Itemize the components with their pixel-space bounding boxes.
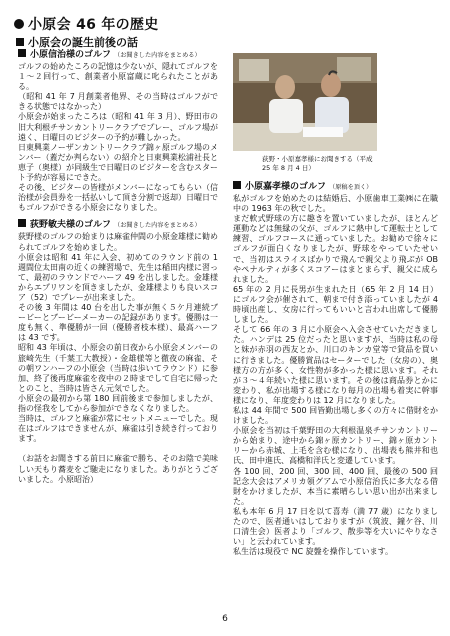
- paragraph: その後 3 年間は 40 台を出した事が無く５ケ月連続ブービーとブービーメーカーの記録があります。優勝は一度も無く、準優勝が一回（優勝者枝本様）、最高ハーフは 43 です。: [18, 303, 218, 343]
- page-title: 小原会 46 年の歴史: [14, 14, 159, 34]
- left-column: [18, 49, 218, 485]
- closing-note: （お話をお聞きする前日に麻雀で勝ち、そのお陰で美味しい天もり蕎麦をご馳走になりました。ありがとうございました。小原昭治）: [18, 454, 218, 484]
- interview-photo: [233, 53, 377, 151]
- page-number: 6: [222, 614, 228, 624]
- paragraph: そして 66 年の 3 月に小原会へ入会させていただきました。ハンデは 25 位だったと思いますが、当時は私の母と妹が赤羽の西友とか、川口のキンカ堂等で貸品を買いに行きました。優勝賞品はセーターでした（女房の）、奥様方の方が多く、女性物が多かった様に思います。それが３～４年続いた様に思います。その後は商品券とかに変わり、私が出場する様になり毎月の出場も着実に幹事様になり、年度変わりは 12 月になりました。: [233, 325, 438, 405]
- paragraph: 小原会の最初から第 180 回前後まで参加しましたが、指の怪我をしてから参加ができなくなりました。: [18, 393, 218, 413]
- bullet-dot-icon: [14, 19, 24, 29]
- paragraph: 昭和 43 年頃は、小原会の前日夜から小原会メンバーの旅崎先生（千葉工大教授）・金雄様等と徹夜の麻雀、その朝ワンハーフの小原会（当時は歩いてラウンド）に参加、終了後再度麻雀を夜中の２時までして自宅に帰ったとのこと、当時は皆さん元気でした。: [18, 343, 218, 393]
- section-heading: 小原嘉孝様のゴルフ （原稿を頂く）: [233, 181, 438, 194]
- page-subtitle: 小原会の誕生前後の話: [16, 34, 138, 50]
- paragraph: 当時は、ゴルフと麻雀が常にセットメニューでした。現在はゴルフはできませんが、麻雀は引き続き行っております。: [18, 414, 218, 444]
- paragraph: 小原会は昭和 41 年に入会、初めてのラウンド前の 1 週間位太田南の近くの練習場で、先生は稲田内様に習って、最初のラウンドでハーフ 49 を出しました。金雄様からエプリワンを頂きましたが、金雄様よりも良いスコア（52）でプレーが出来ました。: [18, 252, 218, 302]
- square-bullet-icon: [18, 219, 26, 227]
- section-obara-shinji: [18, 49, 218, 213]
- square-bullet-icon: [233, 181, 241, 189]
- paragraph: 私も本年 6 月 17 日を以て喜寿（満 77 歳）になりましたので、医者通いはしておりますが（筑波、鐘ケ谷、川口清生会）医者より「ゴルフ、散歩等を大いにやりなさい」と云われています。: [233, 506, 438, 547]
- paragraph: ゴルフの始めたころの記憶は少ないが、隠れてゴルフを１～２回行って、創業者小原富蔵に叱られたことがある。: [18, 62, 218, 92]
- paragraph: （昭和 41 年 7 月創業者他界、その当時はゴルフができる状態ではなかった）: [18, 92, 218, 112]
- section-obara-yoshitaka: [233, 181, 438, 557]
- square-bullet-icon: [18, 49, 26, 57]
- photo-illustration: [233, 53, 377, 151]
- paragraph: まだ軟式野球の方に趣きを置いていましたが、ほとんど運動などは無縁の父が、ゴルフに熱中して運転士として練習、ゴルフコースに通っていました。お勧めで徐々にゴルフが面白くなりましたが、野球をやっていたせいで、当初はスライスばかりで飛んで親父より飛ぶが OB やペナルティが多くスコアーはまとまらず、親父に成られました。: [233, 214, 438, 284]
- paragraph: 各 100 回、200 回、300 回、400 回、最後の 500 回記念大会はアメリカ領グアムで小原信治氏に多大なる借財をかけましたが、本当に素晴らしい思い出が出来ました。: [233, 466, 438, 506]
- paragraph: 私がゴルフを始めたのは結婚后、小原歯車工業㈱に在職中の 1963 年の秋でした。: [233, 194, 438, 214]
- paragraph: 小原会が始まったころは（昭和 41 年 3 月）、野田市の旧大利根チサンカントリークラブでプレー、ゴルフ場が遠く、日曜日のビジターの予約が難しかった。: [18, 112, 218, 142]
- section-heading: 小原信治様のゴルフ （お聞きした内容をまとめる）: [18, 49, 218, 62]
- paragraph: 65 年の 2 月に長男が生まれた日（65 年 2 月 14 日）にゴルフ会が催されて、朝まで付き添っていましたが 4 時頃出産し、女房に行ってもいいと言われ出席して優勝しました。: [233, 284, 438, 325]
- spacer-line: [18, 444, 218, 454]
- paragraph: 日東興業ノーザンカントリークラブ錦ヶ原ゴルフ場のメンバー（蓋だか判らない）の紹介と日東興業松浦社長と恵子（奥様）が同級生で日曜日のビジターを含むスタート予約が容易にできた。: [18, 142, 218, 183]
- paragraph: その後、ビジターの皆様がメンバーになってもらい（信治様が会員券を一括払いして頂き分割で返却）日曜日でもゴルフができる小原会になりました。: [18, 183, 218, 213]
- section-ogino-toshio: [18, 219, 218, 484]
- paragraph: 小原会を当初は千葉野田の大利根温泉チサンカントリーから始まり、途中から錦ヶ原カントリー、錦ヶ原カントリーから赤城、上毛を含む様になり、出場表も熊井和也氏、田中進氏、高橋和洋氏と変遷しています。: [233, 426, 438, 466]
- photo-caption: 荻野・小原嘉孝様にお聞きする（平成 25 年 8 月 4 日）: [262, 155, 373, 172]
- right-column: [233, 181, 438, 557]
- paragraph: 荻野様のゴルフの始まりは麻雀仲間の小原金雄様に勧められてゴルフを始めました。: [18, 232, 218, 252]
- section-heading: 荻野敏夫様のゴルフ （お聞きした内容をまとめる）: [18, 219, 218, 232]
- square-bullet-icon: [16, 38, 24, 46]
- paragraph: 私生活は現役で NC 旋盤を操作しています。: [233, 547, 394, 557]
- paragraph: 私は 44 年間で 500 回皆勤出場し多くの方々に借財をかけました。: [233, 405, 438, 426]
